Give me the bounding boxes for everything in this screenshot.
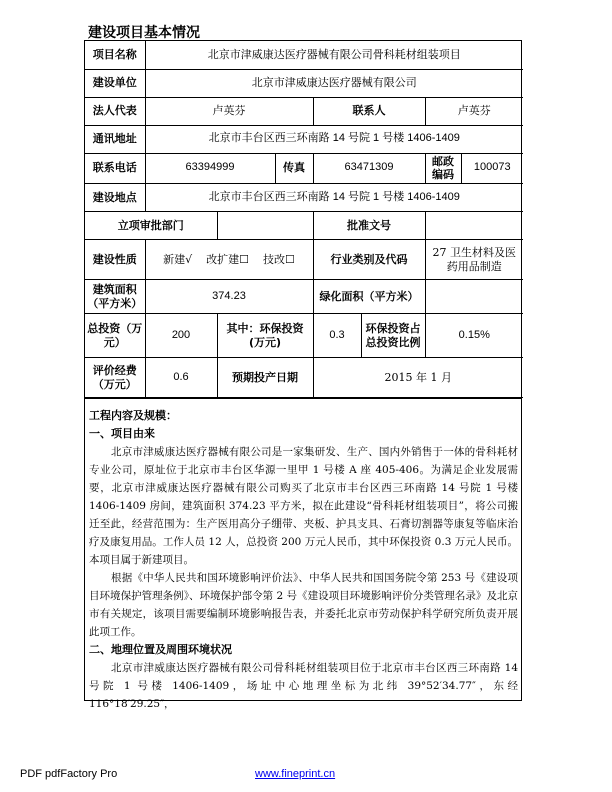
- paragraph-2: 根据《中华人民共和国环境影响评价法》、中华人民共和国国务院令第 253 号《建设项目环境保护管理条例》、环境保护部令第 2 号《建设项目环境影响评价分类管理名录》及北京市有关规定，该项目需要编制环境影响报告表，并委托北京市劳动保护科学研究所负责开展此项工作。: [89, 572, 518, 638]
- investment-label: 总投资（万元）: [85, 314, 145, 358]
- paragraph-1: 北京市津威康达医疗器械有限公司是一家集研发、生产、国内外销售于一体的骨科耗材专业公司，原址位于北京市丰台区华源一里甲 1 号楼 A 座 405-406。为满足企业发展需要，北京市津威康达医疗器械有限公司购买了北京市丰台区西三环南路 14 号院 1 号楼 1406-1409 房间，建筑面积 374.23 平方米，拟在此建设“骨科耗材组装项目”，将公司搬迁至此，经营范围为：生产医用高分子绷带、夹板、护具支具、石膏切割器等康复等临床治疗及康复用品。工作人员 12 人，总投资 200 万元人民币，其中环保投资 0.3 万元人民币。本项目属于新建项目。: [89, 446, 518, 566]
- start-date-value: 2015 年 1 月: [313, 358, 523, 398]
- row-area: [85, 280, 523, 314]
- funding-value: 0.6: [145, 358, 217, 398]
- approval-value: [217, 212, 313, 240]
- start-date-label: 预期投产日期: [217, 358, 313, 398]
- address-value: 北京市丰台区西三环南路 14 号院 1 号楼 1406-1409: [145, 125, 523, 153]
- site-value: 北京市丰台区西三环南路 14 号院 1 号楼 1406-1409: [145, 184, 523, 212]
- section-1-title: 一、项目由来: [89, 427, 155, 440]
- env-ratio-value: 0.15%: [425, 314, 523, 358]
- content-heading: 工程内容及规模：: [89, 409, 177, 422]
- phone-value: 63394999: [145, 153, 275, 184]
- postcode-value: 100073: [461, 153, 523, 184]
- approval-label: 立项审批部门: [85, 212, 217, 240]
- industry-value: 27 卫生材料及医药用品制造: [425, 240, 523, 280]
- approval-doc-label: 批准文号: [313, 212, 425, 240]
- row-address: [85, 125, 523, 153]
- project-content: [85, 398, 521, 710]
- fax-label: 传真: [275, 153, 313, 184]
- row-builder: [85, 69, 523, 97]
- nature-label: 建设性质: [85, 240, 145, 280]
- legal-rep-label: 法人代表: [85, 97, 145, 125]
- row-legal-rep: [85, 97, 523, 125]
- contact-value: 卢英芬: [425, 97, 523, 125]
- green-value: [425, 280, 523, 314]
- paragraph-3: 北京市津威康达医疗器械有限公司骨科耗材组装项目位于北京市丰台区西三环南路 14 号院 1 号楼 1406-1409，场址中心地理坐标为北纬 39°52′34.77″，东经 116°18′29.25″，: [89, 662, 518, 710]
- contact-label: 联系人: [313, 97, 425, 125]
- env-investment-label: 其中：环保投资(万元): [217, 314, 313, 358]
- section-2-title: 二、地理位置及周围环境状况: [89, 643, 232, 656]
- area-label: 建筑面积（平方米）: [85, 280, 145, 314]
- address-label: 通讯地址: [85, 125, 145, 153]
- row-site: [85, 184, 523, 212]
- row-investment: [85, 314, 523, 358]
- row-funding: [85, 358, 523, 398]
- funding-label: 评价经费（万元）: [85, 358, 145, 398]
- env-ratio-label: 环保投资占总投资比例: [361, 314, 425, 358]
- approval-doc-value: [425, 212, 523, 240]
- row-approval: [85, 212, 523, 240]
- postcode-label: 邮政编码: [425, 153, 461, 184]
- info-table: [85, 41, 523, 398]
- row-nature: [85, 240, 523, 280]
- phone-label: 联系电话: [85, 153, 145, 184]
- industry-label: 行业类别及代码: [313, 240, 425, 280]
- env-investment-value: 0.3: [313, 314, 361, 358]
- builder-value: 北京市津威康达医疗器械有限公司: [145, 69, 523, 97]
- green-label: 绿化面积（平方米）: [313, 280, 425, 314]
- footer-link[interactable]: www.fineprint.cn: [255, 768, 336, 780]
- legal-rep-value: 卢英芬: [145, 97, 313, 125]
- document-title: 建设项目基本情况: [88, 25, 200, 41]
- fax-value: 63471309: [313, 153, 425, 184]
- footer-pdf-label: PDF pdfFactory Pro: [20, 768, 118, 780]
- site-label: 建设地点: [85, 184, 145, 212]
- row-project-name: [85, 41, 523, 69]
- row-phone: [85, 153, 523, 184]
- project-info-form: [84, 40, 522, 710]
- builder-label: 建设单位: [85, 69, 145, 97]
- investment-value: 200: [145, 314, 217, 358]
- nature-value: 新建√ 改扩建☐ 技改☐: [145, 240, 313, 280]
- project-name-value: 北京市津威康达医疗器械有限公司骨科耗材组装项目: [145, 41, 523, 69]
- area-value: 374.23: [145, 280, 313, 314]
- project-name-label: 项目名称: [85, 41, 145, 69]
